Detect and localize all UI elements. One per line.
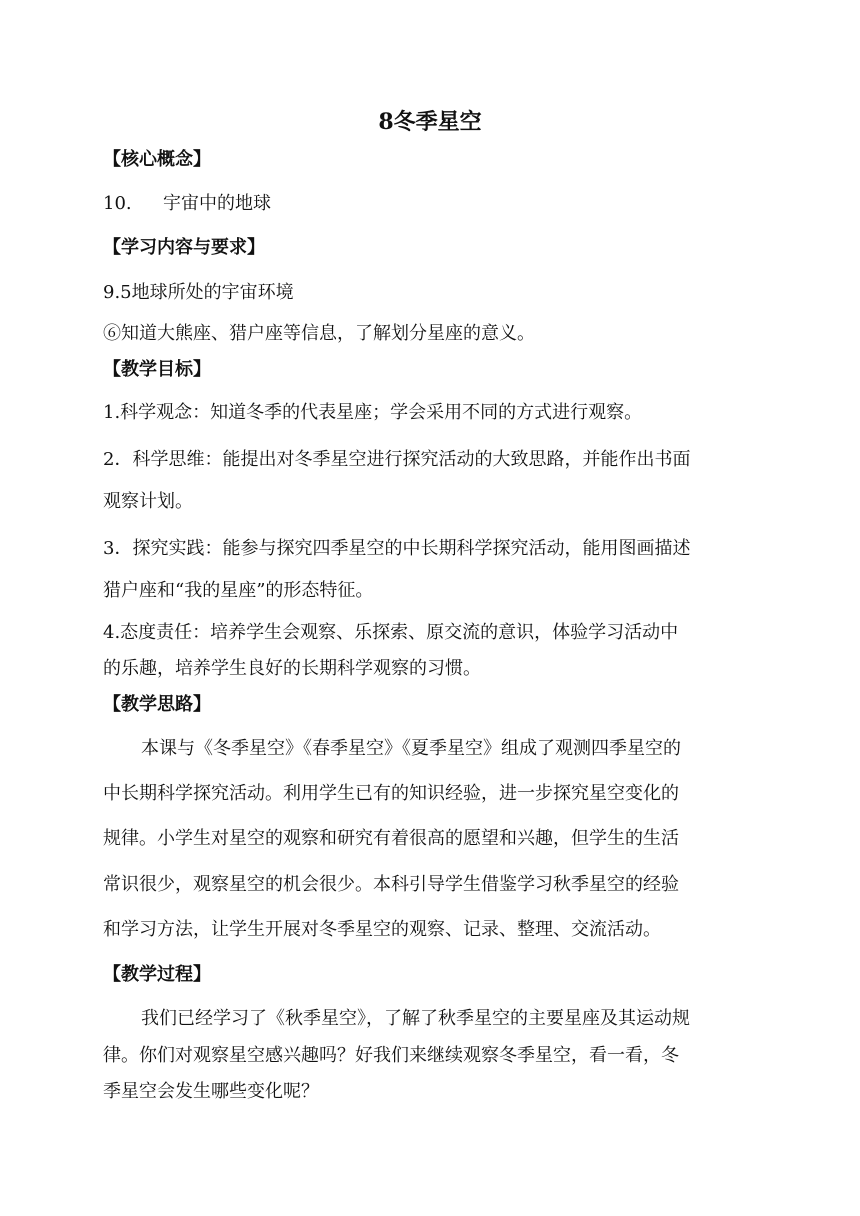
teaching-process-line: 律。你们对观察星空感兴趣吗？好我们来继续观察冬季星空，看一看，冬 bbox=[103, 1045, 679, 1066]
teaching-process-line: 季星空会发生哪些变化呢？ bbox=[103, 1081, 319, 1102]
teaching-approach-line: 中长期科学探究活动。利用学生已有的知识经验，进一步探究星空变化的 bbox=[103, 783, 679, 804]
teaching-approach-line: 本课与《冬季星空》《春季星空》《夏季星空》组成了观测四季星空的 bbox=[141, 738, 681, 759]
document-title: 8冬季星空 bbox=[378, 109, 482, 135]
heading-core-concept: 【核心概念】 bbox=[103, 149, 211, 170]
teaching-approach-line: 和学习方法，让学生开展对冬季星空的观察、记录、整理、交流活动。 bbox=[103, 919, 661, 940]
teaching-process-line: 我们已经学习了《秋季星空》，了解了秋季星空的主要星座及其运动规 bbox=[141, 1008, 690, 1029]
heading-teaching-process: 【教学过程】 bbox=[103, 964, 211, 985]
learning-content-line-2: ⑥知道大熊座、猎户座等信息，了解划分星座的意义。 bbox=[103, 323, 535, 344]
teaching-goal-line: 2．科学思维：能提出对冬季星空进行探究活动的大致思路，并能作出书面 bbox=[103, 449, 691, 470]
teaching-approach-line: 常识很少，观察星空的机会很少。本科引导学生借鉴学习秋季星空的经验 bbox=[103, 874, 679, 895]
heading-learning-content: 【学习内容与要求】 bbox=[103, 237, 265, 258]
teaching-goal-line: 3．探究实践：能参与探究四季星空的中长期科学探究活动，能用图画描述 bbox=[103, 538, 691, 559]
teaching-goal-line: 的乐趣，培养学生良好的长期科学观察的习惯。 bbox=[103, 658, 481, 679]
teaching-goal-line: 4.态度责任：培养学生会观察、乐探索、原交流的意识，体验学习活动中 bbox=[103, 622, 679, 643]
core-concept-item-text: 宇宙中的地球 bbox=[163, 193, 271, 214]
heading-teaching-approach: 【教学思路】 bbox=[103, 694, 211, 715]
core-concept-item bbox=[103, 190, 763, 218]
teaching-goal-line: 观察计划。 bbox=[103, 491, 193, 512]
learning-content-line-1: 9.5地球所处的宇宙环境 bbox=[103, 282, 294, 303]
teaching-approach-line: 规律。小学生对星空的观察和研究有着很高的愿望和兴趣，但学生的生活 bbox=[103, 828, 679, 849]
core-concept-item-number: 10. bbox=[103, 193, 132, 214]
teaching-goal-line: 猎户座和“我的星座”的形态特征。 bbox=[103, 580, 374, 601]
heading-teaching-goals: 【教学目标】 bbox=[103, 359, 211, 380]
teaching-goal-line: 1.科学观念：知道冬季的代表星座；学会采用不同的方式进行观察。 bbox=[103, 402, 643, 423]
